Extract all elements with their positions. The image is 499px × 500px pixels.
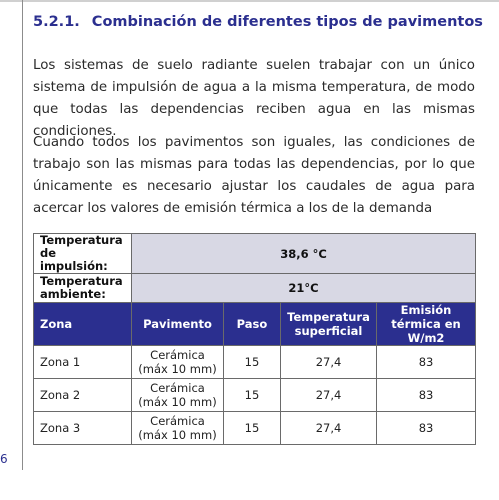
table-row	[34, 346, 476, 379]
cell-zona: Zona 1	[34, 346, 132, 379]
cell-paso: 15	[224, 379, 281, 412]
condition-value: 38,6 °C	[132, 234, 476, 274]
cell-pavimento: Cerámica (máx 10 mm)	[132, 379, 224, 412]
cell-emision: 83	[377, 412, 476, 445]
cell-temperatura: 27,4	[281, 412, 377, 445]
cell-temperatura: 27,4	[281, 346, 377, 379]
column-header-pavimento: Pavimento	[132, 303, 224, 346]
column-header-paso: Paso	[224, 303, 281, 346]
column-header-temperatura: Temperatura superficial	[281, 303, 377, 346]
condition-label: Temperatura de impulsión:	[34, 234, 132, 274]
table-row	[34, 379, 476, 412]
cell-paso: 15	[224, 412, 281, 445]
condition-row	[34, 274, 476, 303]
cell-zona: Zona 3	[34, 412, 132, 445]
cell-emision: 83	[377, 346, 476, 379]
cell-emision: 83	[377, 379, 476, 412]
page-number: 6	[0, 452, 8, 466]
paragraph-1: Los sistemas de suelo radiante suelen trabajar con un único sistema de impulsión de agua a la misma temperatura, de modo que todas las dependencias reciben agua en las mismas condiciones.	[33, 58, 475, 139]
column-header-emision: Emisión térmica en W/m2	[377, 303, 476, 346]
top-rule	[0, 0, 499, 2]
condition-value: 21°C	[132, 274, 476, 303]
cell-pavimento: Cerámica (máx 10 mm)	[132, 412, 224, 445]
section-title: Combinación de diferentes tipos de pavimentos	[91, 14, 483, 30]
cell-paso: 15	[224, 346, 281, 379]
cell-pavimento: Cerámica (máx 10 mm)	[132, 346, 224, 379]
condition-row	[34, 234, 476, 274]
section-number: 5.2.1.	[33, 14, 80, 30]
paragraph-2: Cuando todos los pavimentos son iguales, las condiciones de trabajo son las mismas para todas las dependencias, por lo que únicamente es necesario ajustar los caudales de agua para acercar los valores de emisión térmica a los de la demanda	[33, 135, 475, 216]
condition-label: Temperatura ambiente:	[34, 274, 132, 303]
section-heading	[33, 14, 483, 30]
table-header-row	[34, 303, 476, 346]
cell-zona: Zona 2	[34, 379, 132, 412]
table-row	[34, 412, 476, 445]
column-header-zona: Zona	[34, 303, 132, 346]
margin-rule	[22, 0, 23, 470]
cell-temperatura: 27,4	[281, 379, 377, 412]
pavement-table	[33, 233, 476, 445]
